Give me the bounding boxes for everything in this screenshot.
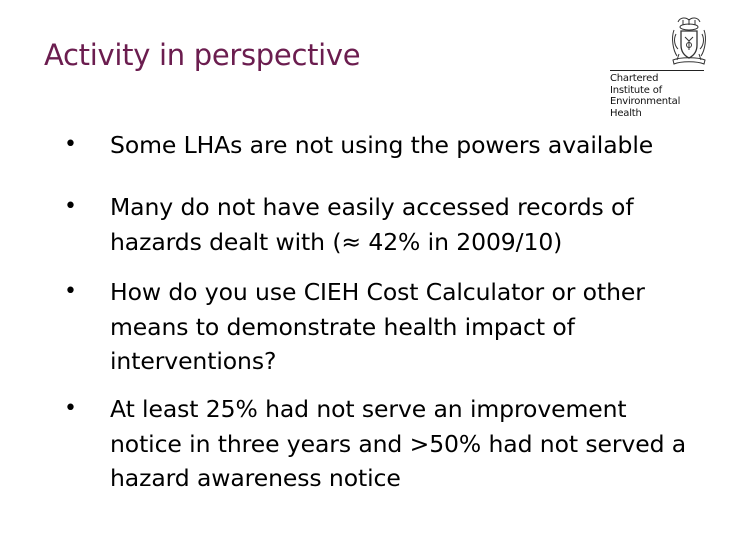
logo-line: Environmental	[610, 96, 681, 107]
bullet-text: Many do not have easily accessed records of hazards dealt with (≈ 42% in 2009/10)	[110, 193, 634, 256]
bullet-marker: •	[64, 396, 77, 421]
bullet-marker: •	[64, 279, 77, 304]
logo-wordmark	[610, 73, 680, 119]
bullet-item	[0, 190, 737, 275]
slide-title: Activity in perspective	[44, 38, 361, 72]
bullet-text: At least 25% had not serve an improvement notice in three years and >50% had not served a hazard awareness notice	[110, 395, 687, 492]
logo-divider	[610, 70, 704, 71]
cieh-logo	[608, 14, 708, 124]
logo-line: Institute of	[610, 84, 662, 96]
bullet-text: Some LHAs are not using the powers available	[110, 131, 654, 159]
bullet-item	[0, 392, 737, 502]
logo-line: Chartered	[610, 73, 659, 84]
bullet-item	[0, 128, 737, 190]
logo-line: Health	[610, 107, 642, 119]
bullet-marker: •	[64, 194, 77, 219]
bullet-item	[0, 275, 737, 392]
bullet-list	[0, 128, 737, 502]
bullet-text: How do you use CIEH Cost Calculator or other means to demonstrate health impact of interventions?	[110, 278, 645, 375]
coat-of-arms-icon	[670, 16, 708, 68]
bullet-marker: •	[64, 132, 77, 157]
